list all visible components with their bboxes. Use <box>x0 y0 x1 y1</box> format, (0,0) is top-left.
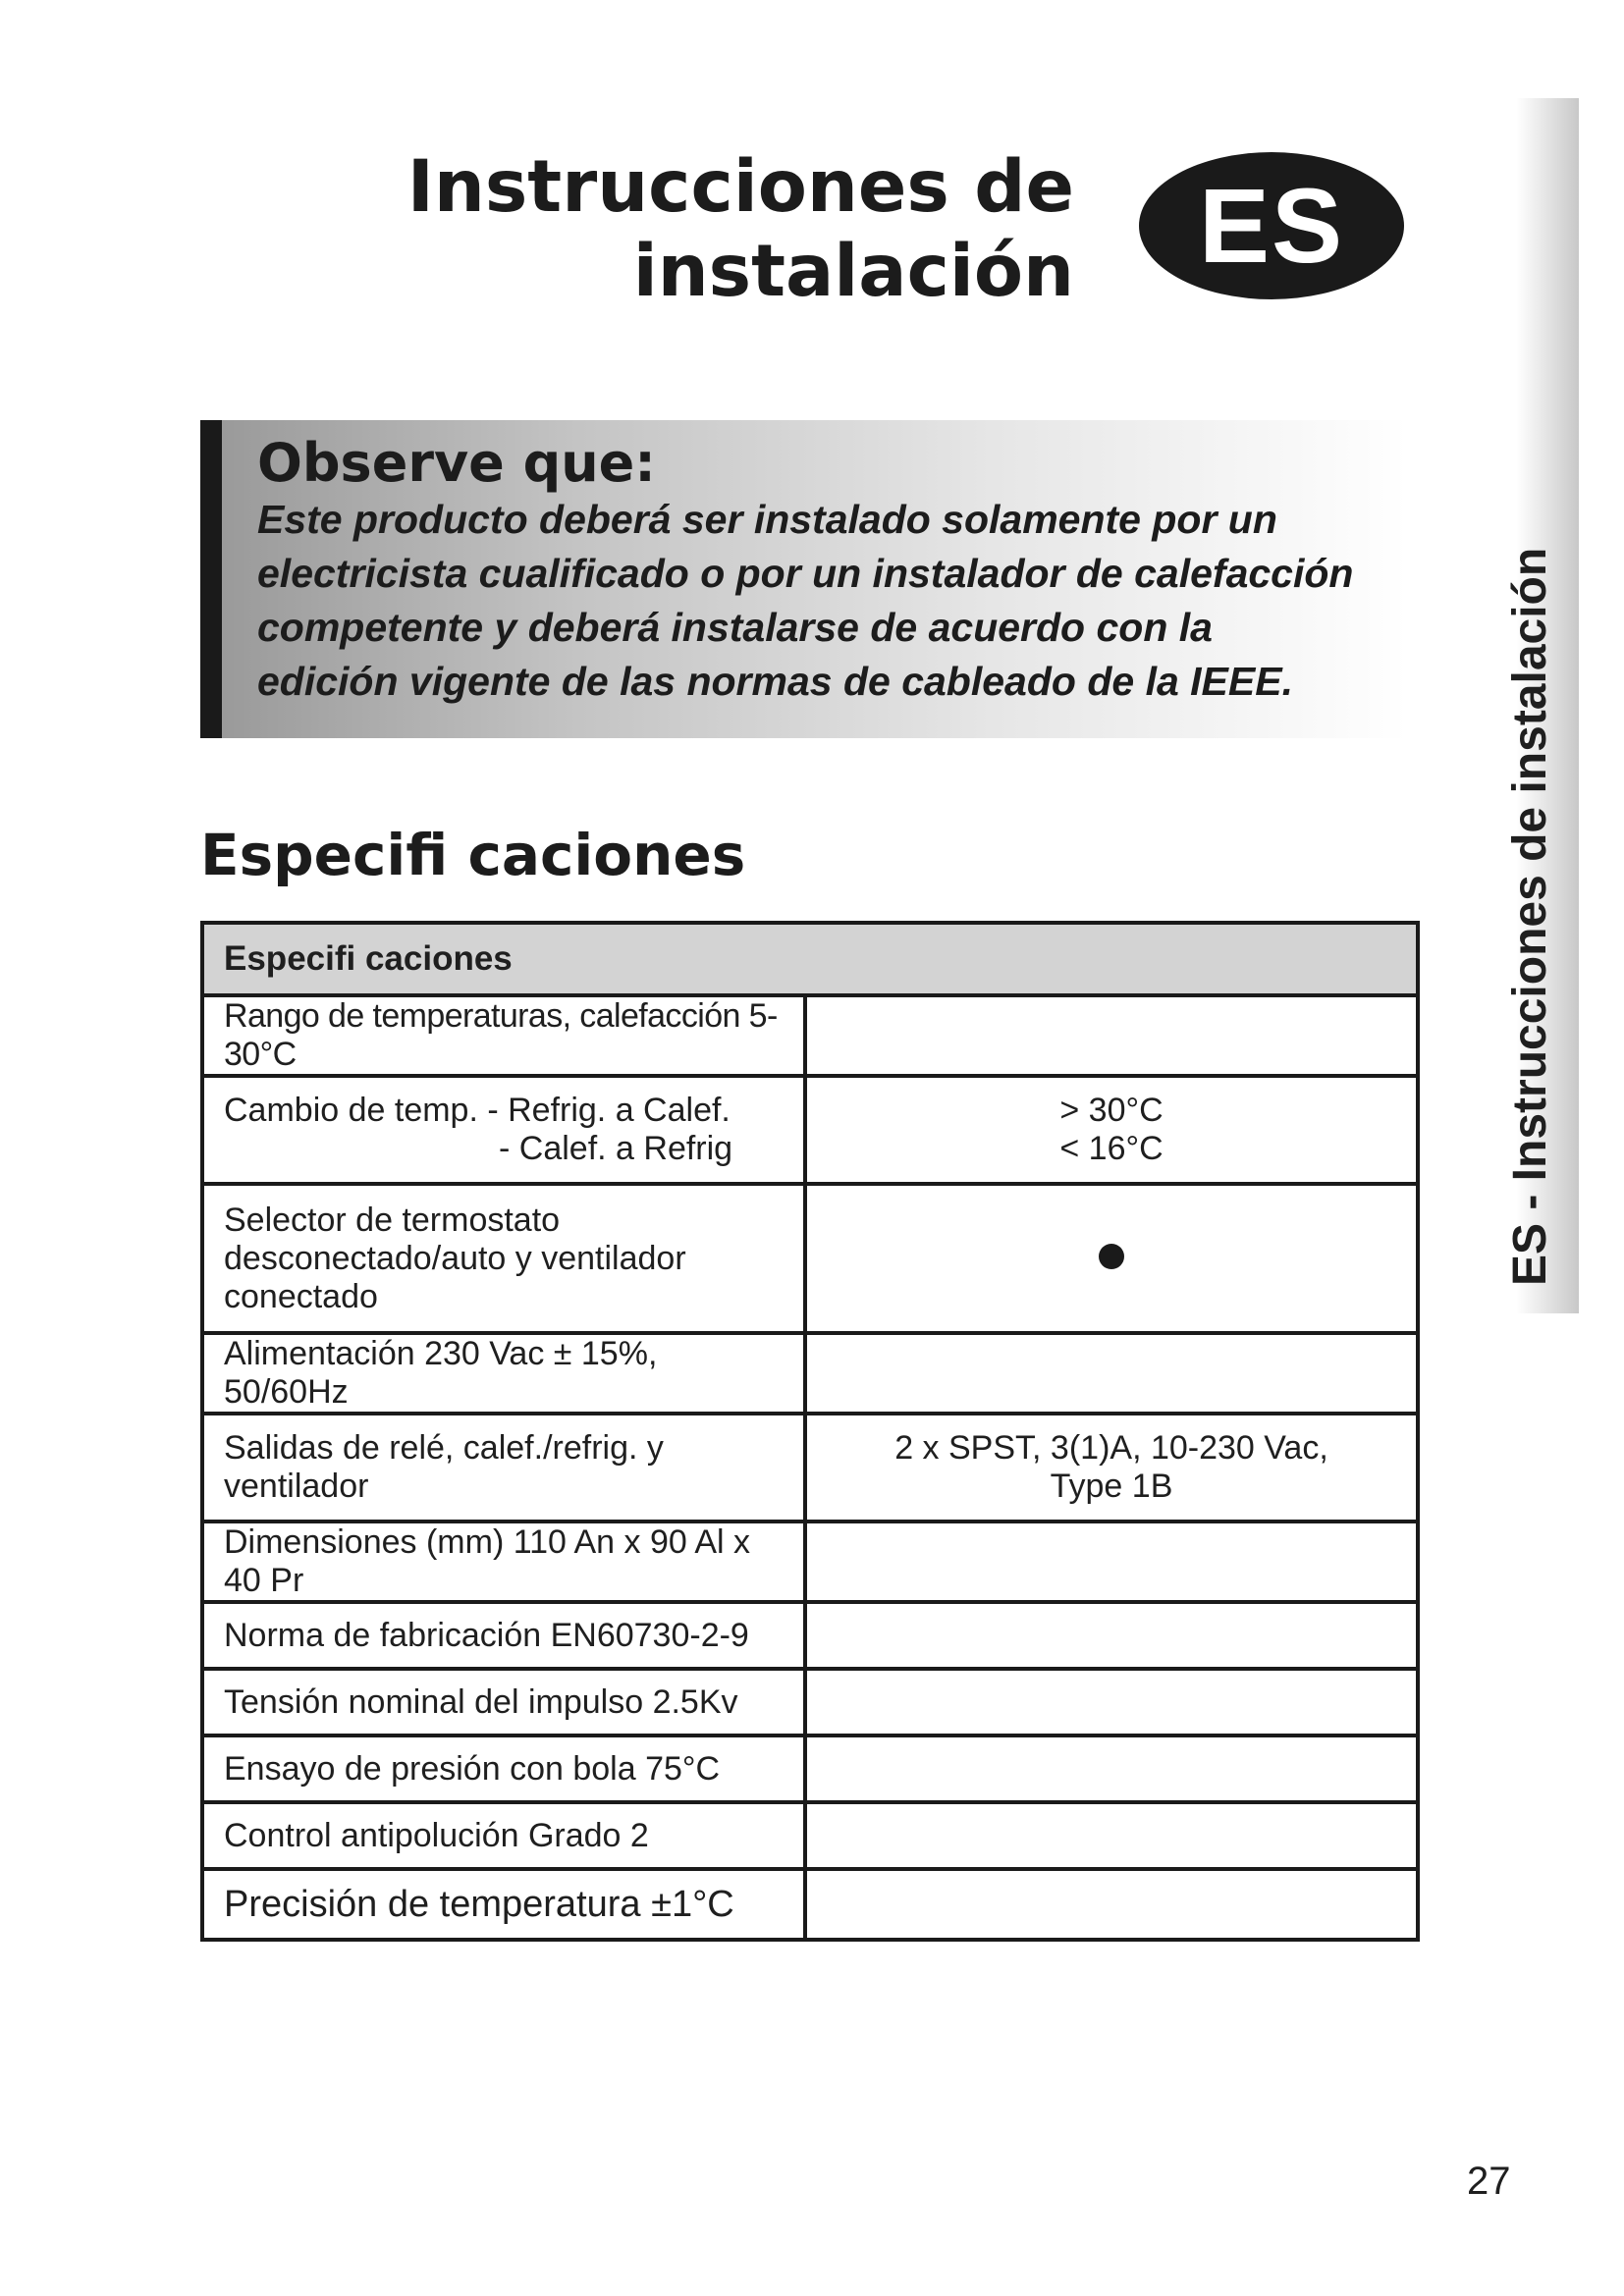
filled-dot-icon <box>1099 1244 1124 1269</box>
spec-label: Tensión nominal del impulso 2.5Kv <box>224 1682 738 1721</box>
spec-label: Cambio de temp. - Refrig. a Calef. <box>224 1092 731 1129</box>
table-cell-label <box>202 1522 805 1602</box>
table-row <box>202 1414 1418 1522</box>
page-title <box>190 145 1074 314</box>
spec-label: Control antipolución Grado 2 <box>224 1816 649 1854</box>
table-cell-value <box>805 1669 1418 1735</box>
table-cell-value <box>805 1076 1418 1184</box>
table-cell-label <box>202 1669 805 1735</box>
table-row <box>202 1184 1418 1333</box>
spec-label: desconectado/auto y ventilador <box>224 1239 686 1277</box>
note-body <box>257 493 1416 709</box>
table-row <box>202 1869 1418 1940</box>
spec-label: Selector de termostato <box>224 1201 561 1239</box>
note-line: competente y deberá instalarse de acuerdo con la <box>257 605 1213 650</box>
table-cell-label <box>202 1802 805 1869</box>
spec-label: ventilador <box>224 1468 369 1505</box>
table-cell-label <box>202 1076 805 1184</box>
page-title-line1: Instrucciones de <box>406 145 1074 229</box>
side-tab-label: ES - Instrucciones de instalación <box>1504 547 1556 1286</box>
table-row <box>202 1735 1418 1802</box>
spec-label: Norma de fabricación EN60730-2-9 <box>224 1616 749 1654</box>
spec-value: < 16°C <box>1059 1130 1164 1167</box>
spec-label: Ensayo de presión con bola 75°C <box>224 1749 721 1788</box>
page-title-line2: instalación <box>632 230 1074 313</box>
table-row <box>202 1522 1418 1602</box>
table-row <box>202 995 1418 1076</box>
spec-label: Rango de temperaturas, calefacción 5-30°C <box>224 997 778 1073</box>
table-row <box>202 1669 1418 1735</box>
table-cell-label <box>202 995 805 1076</box>
spec-label: Dimensiones (mm) 110 An x 90 Al x 40 Pr <box>224 1523 751 1599</box>
table-cell-label <box>202 1333 805 1414</box>
table-row <box>202 1076 1418 1184</box>
table-cell-label <box>202 1602 805 1669</box>
table-cell-label <box>202 1414 805 1522</box>
table-cell-label <box>202 1735 805 1802</box>
page-number: 27 <box>1467 2160 1511 2203</box>
spec-label: conectado <box>224 1277 378 1315</box>
table-cell-value <box>805 1602 1418 1669</box>
table-cell-label <box>202 1869 805 1940</box>
note-heading: Observe que: <box>257 432 656 494</box>
table-cell-value <box>805 1414 1418 1522</box>
table-cell-value <box>805 1869 1418 1940</box>
table-cell-value <box>805 995 1418 1076</box>
spec-label: Precisión de temperatura ±1°C <box>224 1883 734 1925</box>
section-title: Especifi caciones <box>200 822 746 888</box>
spec-value: Type 1B <box>1050 1468 1173 1505</box>
specifications-table <box>200 921 1420 1942</box>
spec-value: 2 x SPST, 3(1)A, 10-230 Vac, <box>894 1429 1328 1467</box>
note-line: electricista cualificado o por un instalador de calefacción <box>257 551 1354 596</box>
note-line: edición vigente de las normas de cableado de la IEEE. <box>257 659 1293 704</box>
table-cell-value <box>805 1802 1418 1869</box>
table-row <box>202 1802 1418 1869</box>
table-row <box>202 1602 1418 1669</box>
table-header: Especifi caciones <box>202 923 1418 995</box>
table-cell-value <box>805 1333 1418 1414</box>
spec-label: Salidas de relé, calef./refrig. y <box>224 1429 664 1467</box>
table-cell-label <box>202 1184 805 1333</box>
table-cell-value <box>805 1735 1418 1802</box>
table-cell-value <box>805 1184 1418 1333</box>
language-badge: ES <box>1139 152 1404 299</box>
table-row <box>202 1333 1418 1414</box>
spec-label: - Calef. a Refrig <box>499 1130 733 1167</box>
spec-label: Alimentación 230 Vac ± 15%, 50/60Hz <box>224 1335 658 1411</box>
note-line: Este producto deberá ser instalado solamente por un <box>257 497 1277 542</box>
table-cell-value <box>805 1522 1418 1602</box>
spec-value: > 30°C <box>1059 1092 1164 1129</box>
